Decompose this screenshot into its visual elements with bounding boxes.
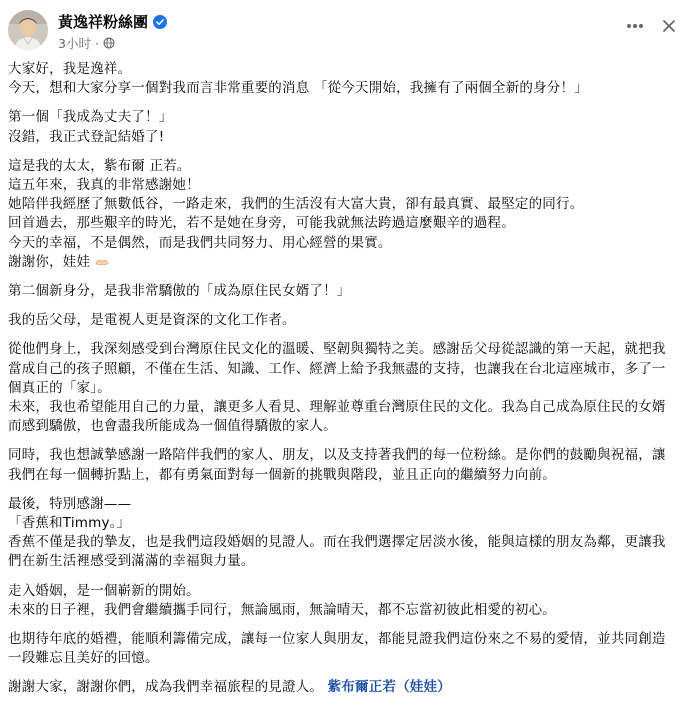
paragraph	[8, 340, 678, 436]
text-line: 沒錯，我正式登記結婚了!	[8, 128, 165, 145]
text-line: 我的岳父母，是電視人更是資深的文化工作者。	[8, 312, 296, 329]
tagged-person-link[interactable]: 紫布爾正若（娃娃）	[327, 679, 451, 696]
text-line: 「香蕉和Timmy。」	[8, 515, 131, 532]
thanks-text: 謝謝你，娃娃	[8, 253, 91, 270]
paragraph	[8, 630, 678, 668]
post-body	[8, 60, 678, 708]
paragraph	[8, 282, 678, 301]
text-line	[8, 678, 678, 697]
text-line: 最後，特別感謝——	[8, 495, 132, 512]
more-options-icon	[626, 23, 644, 29]
paragraph	[8, 582, 678, 620]
paragraph	[8, 311, 678, 330]
text-line: 同時，我也想誠摯感謝一路陪伴我們的家人、朋友，以及支持著我們的每一位粉絲。是你們的鼓勵與祝福，讓我們在每一個轉折點上，都有勇氣面對每一個新的挑戰與階段，並且正向的繼續努力向前。	[8, 447, 666, 483]
text-line: 今天，想和大家分享一個對我而言非常重要的消息 「從今天開始，我擁有了兩個全新的身分！」	[8, 80, 588, 97]
text-line: 這是我的太太，紫布爾 正若。	[8, 157, 191, 174]
verified-badge-icon	[153, 15, 167, 29]
text-line: 她陪伴我經歷了無數低谷，一路走來，我們的生活沒有大富大貴，卻有最真實、最堅定的同行。	[8, 196, 584, 213]
text-line: 香蕉不僅是我的摯友，也是我們這段婚姻的見證人。而在我們選擇定居淡水後，能與這樣的朋友為鄰，更讓我們在新生活裡感受到滿滿的幸福與力量。	[8, 534, 666, 570]
post-meta	[58, 34, 115, 52]
post-header	[8, 8, 679, 54]
paragraph	[8, 157, 678, 272]
paragraph	[8, 446, 678, 484]
paragraph	[8, 495, 678, 572]
text-line	[8, 253, 678, 272]
page-name[interactable]: 黃逸祥粉絲團	[58, 13, 149, 31]
meta-separator: ·	[94, 35, 99, 51]
page-name-row	[58, 11, 167, 32]
globe-icon	[103, 37, 115, 49]
closing-text: 謝謝大家，謝謝你們，成為我們幸福旅程的見證人。	[8, 679, 324, 696]
text-line: 未來，我也希望能用自己的力量，讓更多人看見、理解並尊重台灣原住民的文化。我為自己成為原住民的女婿而感到驕傲，也會盡我所能成為一個值得驕傲的家人。	[8, 399, 666, 435]
text-line: 第二個新身分，是我非常驕傲的「成為原住民女婿了！」	[8, 283, 351, 300]
avatar-image	[8, 10, 48, 50]
paragraph	[8, 60, 678, 98]
hands-emoji-icon	[95, 256, 109, 267]
text-line: 走入婚姻，是一個嶄新的開始。	[8, 582, 200, 599]
close-icon	[662, 19, 676, 33]
post-time[interactable]: 3小时	[58, 36, 91, 51]
text-line: 這五年來，我真的非常感謝她！	[8, 177, 200, 194]
paragraph	[8, 108, 678, 146]
text-line: 也期待年底的婚禮，能順利籌備完成，讓每一位家人與朋友，都能見證我們這份來之不易的愛情，並共同創造一段難忘且美好的回憶。	[8, 631, 666, 667]
text-line: 大家好，我是逸祥。	[8, 61, 132, 77]
text-line: 未來的日子裡，我們會繼續攜手同行，無論風雨，無論晴天，都不忘當初彼此相愛的初心。	[8, 601, 556, 618]
more-options-button[interactable]	[621, 16, 649, 36]
paragraph	[8, 678, 678, 697]
text-line: 今天的幸福，不是偶然，而是我們共同努力、用心經營的果實。	[8, 234, 392, 251]
text-line: 回首過去，那些艱辛的時光，若不是她在身旁，可能我就無法跨過這麼艱辛的過程。	[8, 215, 515, 232]
text-line: 從他們身上，我深刻感受到台灣原住民文化的溫暖、堅韌與獨特之美。感謝岳父母從認識的第一天起，就把我當成自己的孩子照顧，不僅在生活、知識、工作、經濟上給予我無盡的支持，也讓我在台北這座城市，多了一個真正的「家」。	[8, 341, 666, 396]
page-avatar[interactable]	[8, 10, 48, 50]
close-button[interactable]	[659, 16, 679, 36]
text-line: 第一個「我成為丈夫了！」	[8, 109, 173, 126]
